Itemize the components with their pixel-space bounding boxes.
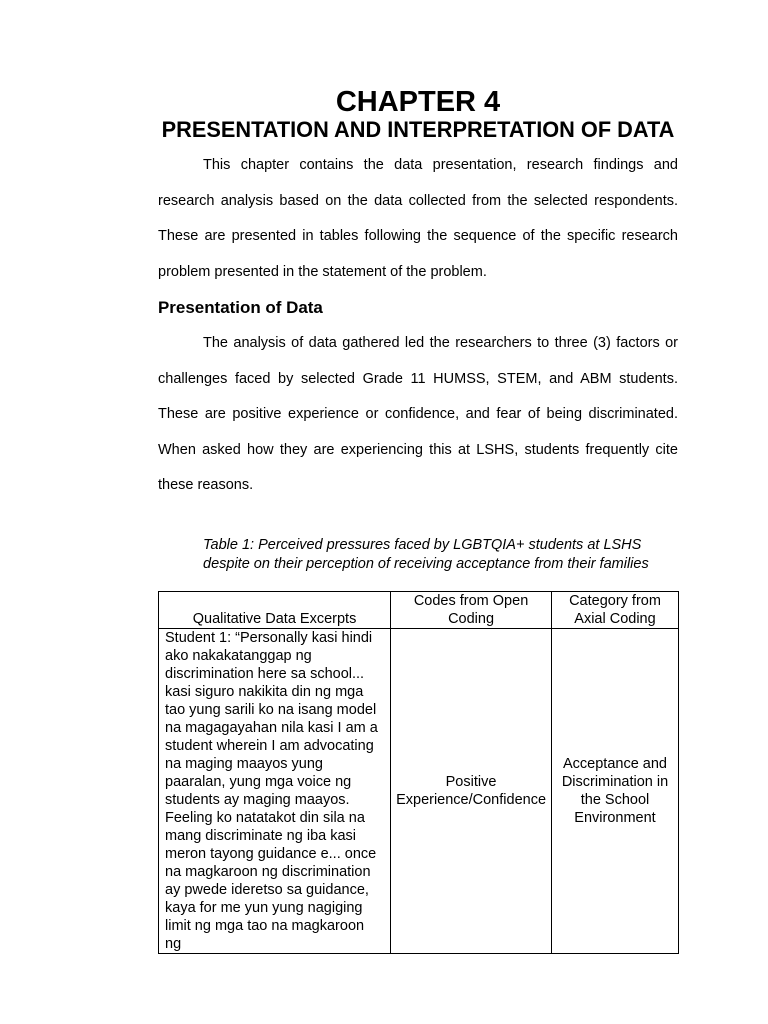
document-page	[158, 86, 678, 954]
header-category: Category from Axial Coding	[552, 591, 679, 628]
excerpt-cell: Student 1: “Personally kasi hindi ako nakakatanggap ng discrimination here sa school... kasi siguro nakikita din ng mga tao yung sarili ko na isang model na magagayahan nila kasi I am a student wherein I am advocating na maging maayos yung paaralan, yung mga voice ng students ay maging maayos. Feeling ko natatakot din sila na mang discriminate ng iba kasi meron tayong guidance e... once na magkaroon ng discrimination ay pwede ideretso sa guidance, kaya for me yun yung nagiging limit ng mga tao na magkaroon ng	[159, 628, 391, 953]
section-paragraph: The analysis of data gathered led the researchers to three (3) factors or challenges faced by selected Grade 11 HUMSS, STEM, and ABM students. These are positive experience or confidence, and fear of being discriminated. When asked how they are experiencing this at LSHS, students frequently cite these reasons.	[158, 334, 678, 494]
chapter-title: CHAPTER 4	[335, 86, 501, 118]
category-cell: Acceptance and Discrimination in the School Environment	[552, 628, 679, 953]
header-excerpt: Qualitative Data Excerpts	[159, 591, 391, 628]
section-heading: Presentation of Data	[158, 298, 323, 318]
intro-paragraph: This chapter contains the data presentation, research findings and research analysis based on the data collected from the selected respondents. These are presented in tables following the sequence of the specific research problem presented in the statement of the problem.	[158, 157, 678, 280]
code-cell: Positive Experience/Confidence	[391, 628, 552, 953]
table-caption: Table 1: Perceived pressures faced by LGBTQIA+ students at LSHS despite on their perception of receiving acceptance from their families	[203, 536, 649, 572]
table-header-row	[159, 591, 679, 628]
data-table	[158, 591, 679, 954]
chapter-subtitle: PRESENTATION AND INTERPRETATION OF DATA	[161, 117, 675, 142]
header-codes: Codes from Open Coding	[391, 591, 552, 628]
table-row	[159, 628, 679, 953]
